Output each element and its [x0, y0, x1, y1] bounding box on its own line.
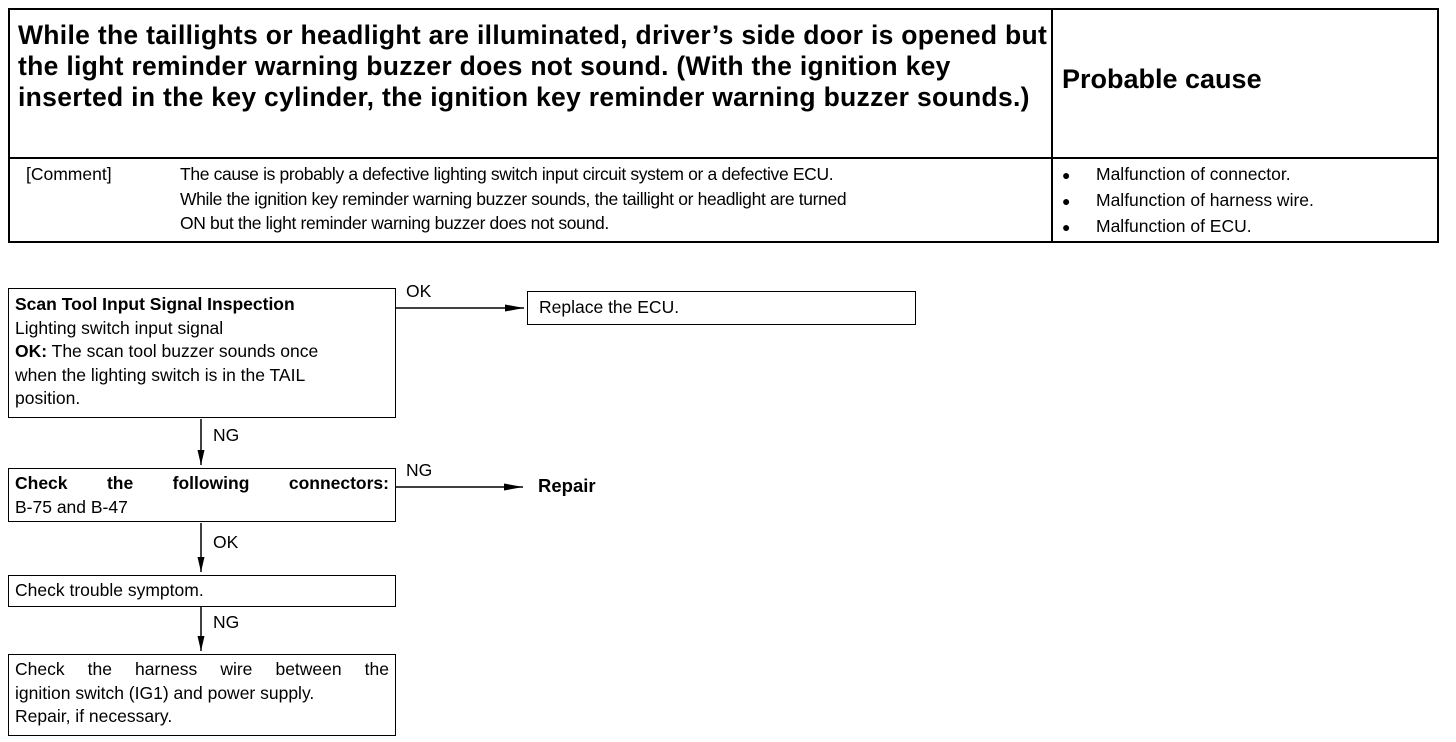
connectors-ok-label: OK	[213, 532, 239, 552]
cause-text: Malfunction of connector.	[1096, 164, 1291, 184]
scan-tool-ok-criteria-line: position.	[15, 388, 81, 408]
replace-ecu-text: Replace the ECU.	[539, 297, 680, 317]
harness-line: Repair, if necessary.	[15, 706, 173, 726]
bullet-icon: ●	[1062, 193, 1071, 209]
connectors-ng-label: NG	[406, 460, 433, 480]
comment-line: While the ignition key reminder warning buzzer sounds, the taillight or headlight are turned	[180, 188, 847, 209]
scan-tool-ok-criteria-line: when the lighting switch is in the TAIL	[15, 364, 306, 385]
scan-tool-ok-criteria: OK: The scan tool buzzer sounds once	[15, 341, 319, 361]
comment-line: ON but the light reminder warning buzzer does not sound.	[180, 213, 609, 233]
check-symptom-text: Check trouble symptom.	[15, 580, 204, 600]
check-trouble-symptom-box	[8, 575, 396, 607]
scan-ng-label: NG	[213, 425, 240, 445]
symptom-ng-label: NG	[213, 612, 240, 632]
comment-label: [Comment]	[26, 164, 112, 184]
check-connectors-box	[8, 468, 396, 522]
harness-line: Check the harness wire between the	[15, 659, 389, 679]
scan-ok-label: OK	[406, 281, 432, 301]
scan-tool-subtitle: Lighting switch input signal	[15, 317, 224, 338]
probable-cause-header: Probable cause	[1062, 64, 1262, 94]
bullet-icon: ●	[1062, 167, 1071, 183]
cause-text: Malfunction of harness wire.	[1096, 190, 1314, 210]
cause-text: Malfunction of ECU.	[1096, 216, 1252, 236]
comment-line: The cause is probably a defective lighting switch input circuit system or a defective ECU.	[180, 164, 834, 184]
connector-list: B-75 and B-47	[15, 496, 128, 517]
symptom-title: While the taillights or headlight are illuminated, driver’s side door is opened but the light reminder warning buzzer does not sound. (With the ignition key inserted in the key cylinder, the ignition key reminder warning buzzer sounds.)	[18, 20, 1048, 112]
check-harness-box	[8, 654, 396, 736]
harness-line: ignition switch (IG1) and power supply.	[15, 682, 315, 703]
bullet-icon: ●	[1062, 219, 1071, 235]
check-connectors-title: Check the following connectors:	[15, 473, 389, 493]
replace-ecu-box	[527, 291, 916, 325]
scan-tool-inspection-box	[8, 288, 396, 418]
scan-tool-title: Scan Tool Input Signal Inspection	[15, 294, 295, 314]
repair-label: Repair	[538, 475, 596, 496]
